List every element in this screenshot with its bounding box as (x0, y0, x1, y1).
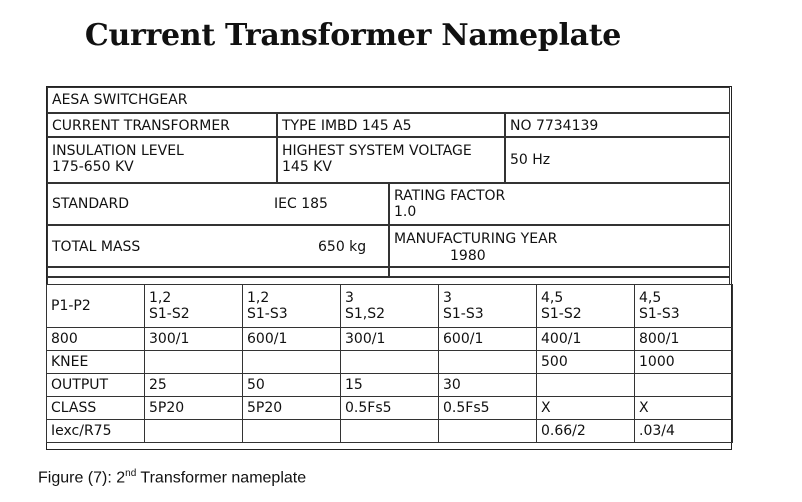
rating-factor-value: 1.0 (394, 204, 417, 220)
table-cell (537, 374, 635, 397)
row-label-cell: 800 (47, 328, 145, 351)
insulation-value: 175-650 KV (52, 159, 134, 175)
row-label-cell: Iexc/R75 (47, 420, 145, 443)
frequency: 50 Hz (505, 137, 730, 183)
table-row (47, 374, 733, 397)
rating-factor (389, 183, 730, 225)
total-mass-value: 650 kg (318, 239, 367, 255)
table-cell: 500 (537, 351, 635, 374)
table-cell: 1000 (635, 351, 733, 374)
table-row (47, 328, 733, 351)
caption-suffix: Transformer nameplate (136, 469, 307, 487)
table-cell: 30 (439, 374, 537, 397)
table-cell (439, 420, 537, 443)
table-cell: 300/1 (341, 328, 439, 351)
table-cell (243, 420, 341, 443)
header-line-2: S1-S3 (443, 306, 484, 322)
caption-sup: nd (125, 468, 137, 479)
table-cell: .03/4 (635, 420, 733, 443)
ratings-table (46, 284, 733, 443)
table-header-cell (145, 285, 243, 328)
table-cell: 400/1 (537, 328, 635, 351)
table-cell: 0.5Fs5 (439, 397, 537, 420)
type-designation: TYPE IMBD 145 A5 (277, 113, 505, 137)
header-line-2: S1-S2 (149, 306, 190, 322)
serial-number: NO 7734139 (505, 113, 730, 137)
caption-prefix: Figure (7): 2 (38, 469, 126, 487)
table-cell (145, 420, 243, 443)
header-line-2: S1,S2 (345, 306, 386, 322)
standard-value: IEC 185 (274, 196, 328, 212)
total-mass (47, 225, 389, 267)
table-header-cell (47, 285, 145, 328)
table-cell: 300/1 (145, 328, 243, 351)
product-name: CURRENT TRANSFORMER (47, 113, 277, 137)
header-line-1: 1,2 (149, 290, 172, 306)
standard-label: STANDARD (52, 196, 130, 212)
table-row (47, 397, 733, 420)
table-header-cell (635, 285, 733, 328)
header-line-2: S1-S3 (639, 306, 680, 322)
rating-factor-label: RATING FACTOR (394, 188, 506, 204)
hsv-label: HIGHEST SYSTEM VOLTAGE (282, 143, 472, 159)
table-row (47, 351, 733, 374)
standard (47, 183, 389, 225)
table-header-row (47, 285, 733, 328)
table-cell: X (635, 397, 733, 420)
table-cell: X (537, 397, 635, 420)
header-line-2: S1-S3 (247, 306, 288, 322)
table-cell: 5P20 (243, 397, 341, 420)
table-cell (243, 351, 341, 374)
highest-system-voltage (277, 137, 505, 183)
header-line-1: P1-P2 (51, 298, 91, 314)
table-cell: 0.66/2 (537, 420, 635, 443)
table-cell: 50 (243, 374, 341, 397)
header-line-2: S1-S2 (541, 306, 582, 322)
table-cell: 600/1 (439, 328, 537, 351)
table-cell: 5P20 (145, 397, 243, 420)
figure-caption (38, 468, 306, 487)
manufacturer: AESA SWITCHGEAR (47, 87, 730, 113)
page-title: Current Transformer Nameplate (84, 18, 622, 53)
row-label-cell: KNEE (47, 351, 145, 374)
header-line-1: 4,5 (639, 290, 662, 306)
insulation-label: INSULATION LEVEL (52, 143, 184, 159)
insulation-level (47, 137, 277, 183)
table-row (47, 420, 733, 443)
divider-strip (389, 267, 730, 277)
table-header-cell (439, 285, 537, 328)
table-cell: 0.5Fs5 (341, 397, 439, 420)
table-header-cell (243, 285, 341, 328)
divider-strip (47, 267, 389, 277)
header-line-1: 3 (443, 290, 452, 306)
table-cell: 600/1 (243, 328, 341, 351)
manufacturing-year (389, 225, 730, 267)
row-label-cell: OUTPUT (47, 374, 145, 397)
table-cell: 15 (341, 374, 439, 397)
table-cell (439, 351, 537, 374)
total-mass-label: TOTAL MASS (52, 239, 141, 255)
table-cell: 800/1 (635, 328, 733, 351)
table-header-cell (537, 285, 635, 328)
table-header-cell (341, 285, 439, 328)
header-line-1: 4,5 (541, 290, 564, 306)
table-cell (341, 351, 439, 374)
table-cell (145, 351, 243, 374)
header-line-1: 3 (345, 290, 354, 306)
header-line-1: 1,2 (247, 290, 270, 306)
table-cell (341, 420, 439, 443)
mfg-year-value: 1980 (450, 248, 486, 264)
row-label-cell: CLASS (47, 397, 145, 420)
hsv-value: 145 KV (282, 159, 332, 175)
mfg-year-label: MANUFACTURING YEAR (394, 231, 558, 247)
table-cell: 25 (145, 374, 243, 397)
table-cell (635, 374, 733, 397)
